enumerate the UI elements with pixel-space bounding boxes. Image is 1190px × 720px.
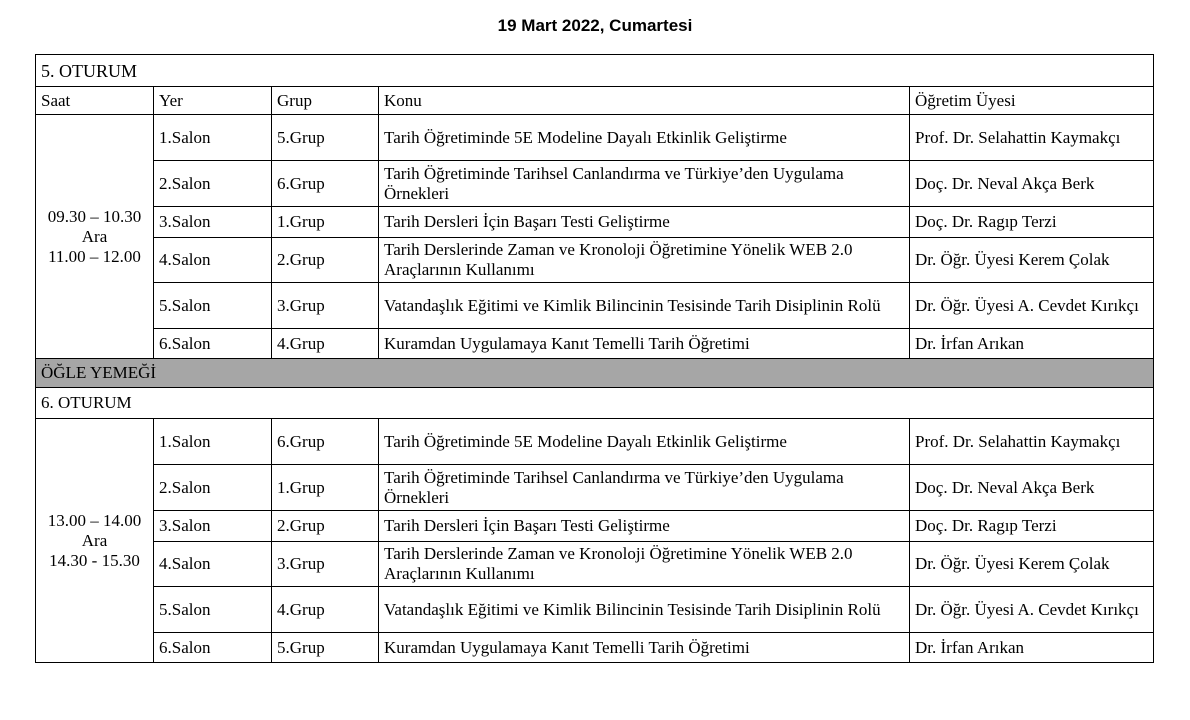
yer-cell: 5.Salon — [154, 587, 272, 633]
grup-cell: 1.Grup — [272, 207, 379, 238]
session-1-time-break: Ara — [81, 226, 108, 246]
table-row — [36, 419, 1154, 465]
yer-cell: 5.Salon — [154, 283, 272, 329]
konu-cell: Tarih Öğretiminde Tarihsel Canlandırma ve Türkiye’den Uygulama Örnekleri — [379, 465, 910, 511]
table-row — [36, 238, 1154, 283]
session-2-time — [36, 419, 154, 663]
konu-cell: Tarih Derslerinde Zaman ve Kronoloji Öğretimine Yönelik WEB 2.0 Araçlarının Kullanımı — [379, 238, 910, 283]
yer-cell: 2.Salon — [154, 465, 272, 511]
schedule-table — [35, 54, 1154, 663]
table-row — [36, 115, 1154, 161]
uye-cell: Prof. Dr. Selahattin Kaymakçı — [910, 115, 1154, 161]
yer-cell: 3.Salon — [154, 207, 272, 238]
session-2-time-break: Ara — [81, 530, 108, 550]
table-row — [36, 329, 1154, 359]
session-2-time-end: 14.30 - 15.30 — [49, 550, 140, 570]
grup-cell: 2.Grup — [272, 238, 379, 283]
table-row — [36, 207, 1154, 238]
session-1-title: 5. OTURUM — [36, 55, 1154, 87]
grup-cell: 5.Grup — [272, 115, 379, 161]
header-row — [36, 87, 1154, 115]
uye-cell: Doç. Dr. Ragıp Terzi — [910, 207, 1154, 238]
table-row — [36, 161, 1154, 207]
table-row — [36, 283, 1154, 329]
uye-cell: Dr. İrfan Arıkan — [910, 329, 1154, 359]
session-1-time-end: 11.00 – 12.00 — [48, 246, 141, 266]
yer-cell: 1.Salon — [154, 419, 272, 465]
grup-cell: 3.Grup — [272, 283, 379, 329]
table-row — [36, 587, 1154, 633]
page-title: 19 Mart 2022, Cumartesi — [497, 16, 693, 35]
uye-cell: Dr. Öğr. Üyesi A. Cevdet Kırıkçı — [910, 587, 1154, 633]
konu-cell: Vatandaşlık Eğitimi ve Kimlik Bilincinin Tesisinde Tarih Disiplinin Rolü — [379, 587, 910, 633]
table-row — [36, 633, 1154, 663]
uye-cell: Prof. Dr. Selahattin Kaymakçı — [910, 419, 1154, 465]
uye-cell: Dr. Öğr. Üyesi Kerem Çolak — [910, 542, 1154, 587]
lunch-row — [36, 359, 1154, 388]
session-2-title-row — [36, 388, 1154, 419]
uye-cell: Doç. Dr. Neval Akça Berk — [910, 465, 1154, 511]
grup-cell: 2.Grup — [272, 511, 379, 542]
session-2-time-start: 13.00 – 14.00 — [47, 510, 142, 530]
yer-cell: 6.Salon — [154, 329, 272, 359]
header-grup: Grup — [272, 87, 379, 115]
grup-cell: 1.Grup — [272, 465, 379, 511]
konu-cell: Vatandaşlık Eğitimi ve Kimlik Bilincinin Tesisinde Tarih Disiplinin Rolü — [379, 283, 910, 329]
konu-cell: Kuramdan Uygulamaya Kanıt Temelli Tarih Öğretimi — [379, 633, 910, 663]
konu-cell: Tarih Derslerinde Zaman ve Kronoloji Öğretimine Yönelik WEB 2.0 Araçlarının Kullanımı — [379, 542, 910, 587]
konu-cell: Tarih Öğretiminde 5E Modeline Dayalı Etkinlik Geliştirme — [379, 115, 910, 161]
konu-cell: Kuramdan Uygulamaya Kanıt Temelli Tarih Öğretimi — [379, 329, 910, 359]
session-1-time — [36, 115, 154, 359]
uye-cell: Dr. İrfan Arıkan — [910, 633, 1154, 663]
yer-cell: 4.Salon — [154, 238, 272, 283]
uye-cell: Dr. Öğr. Üyesi Kerem Çolak — [910, 238, 1154, 283]
table-row — [36, 511, 1154, 542]
session-1-time-start: 09.30 – 10.30 — [47, 206, 142, 226]
session-1-title-row — [36, 55, 1154, 87]
yer-cell: 1.Salon — [154, 115, 272, 161]
table-row — [36, 542, 1154, 587]
grup-cell: 3.Grup — [272, 542, 379, 587]
konu-cell: Tarih Öğretiminde 5E Modeline Dayalı Etkinlik Geliştirme — [379, 419, 910, 465]
grup-cell: 4.Grup — [272, 587, 379, 633]
konu-cell: Tarih Öğretiminde Tarihsel Canlandırma ve Türkiye’den Uygulama Örnekleri — [379, 161, 910, 207]
grup-cell: 5.Grup — [272, 633, 379, 663]
header-konu: Konu — [379, 87, 910, 115]
session-2-title: 6. OTURUM — [36, 388, 1154, 419]
konu-cell: Tarih Dersleri İçin Başarı Testi Geliştirme — [379, 511, 910, 542]
header-yer: Yer — [154, 87, 272, 115]
grup-cell: 4.Grup — [272, 329, 379, 359]
uye-cell: Dr. Öğr. Üyesi A. Cevdet Kırıkçı — [910, 283, 1154, 329]
konu-cell: Tarih Dersleri İçin Başarı Testi Geliştirme — [379, 207, 910, 238]
grup-cell: 6.Grup — [272, 419, 379, 465]
table-row — [36, 465, 1154, 511]
yer-cell: 4.Salon — [154, 542, 272, 587]
header-ogretim-uyesi: Öğretim Üyesi — [910, 87, 1154, 115]
header-saat: Saat — [36, 87, 154, 115]
lunch-label: ÖĞLE YEMEĞİ — [36, 359, 1154, 388]
yer-cell: 6.Salon — [154, 633, 272, 663]
uye-cell: Doç. Dr. Ragıp Terzi — [910, 511, 1154, 542]
yer-cell: 3.Salon — [154, 511, 272, 542]
grup-cell: 6.Grup — [272, 161, 379, 207]
uye-cell: Doç. Dr. Neval Akça Berk — [910, 161, 1154, 207]
yer-cell: 2.Salon — [154, 161, 272, 207]
